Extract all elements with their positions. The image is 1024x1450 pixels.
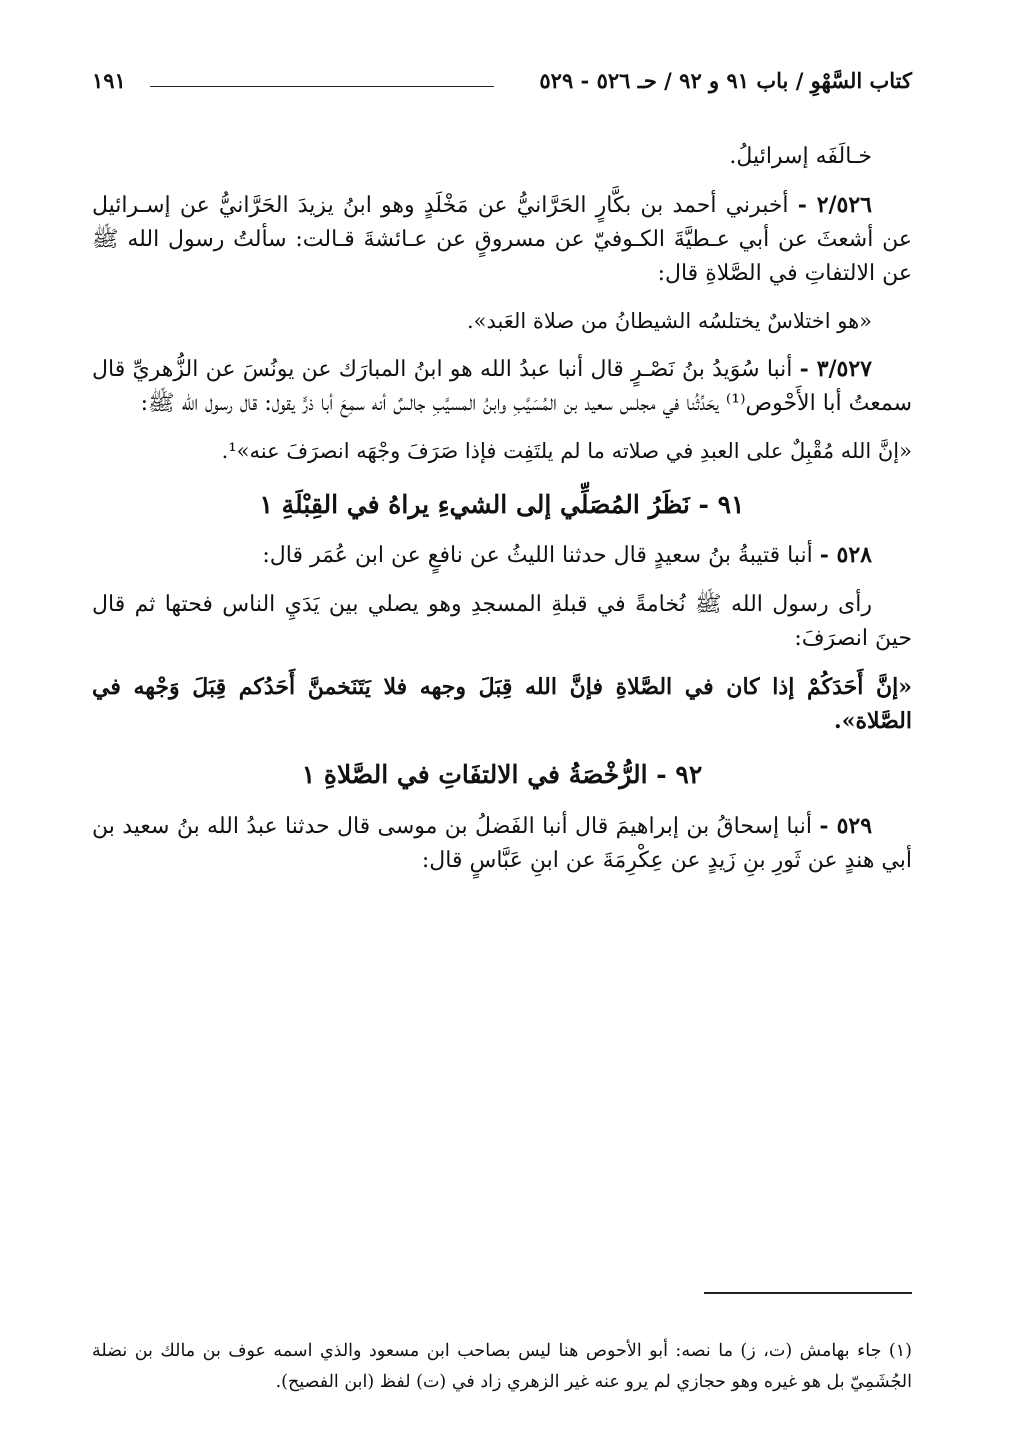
footnote: (١) جاء بهامش (ت، ز) ما نصه: أبو الأحوص هنا ليس بصاحب ابن مسعود والذي اسمه عوف بن مالك بن نضلة الجُشَمِيّ بل هو غيره وهو حجازي لم يرو عنه غير الزهري زاد في (ت) لفظ (ابن الفصيح). — [92, 1340, 912, 1392]
hadith-text: أنبا إسحاقُ بن إبراهيمَ قال أنبا الفَضلُ بن موسى قال حدثنا عبدُ الله بنُ سعيد بن أبي هندٍ عن ثَورِ بنِ زَيدٍ عن عِكْرِمَةَ عن ابنِ عَبَّاسٍ قال: — [92, 813, 912, 873]
main-text — [92, 140, 912, 892]
hadith-527-quote: «إنَّ الله مُقْبِلٌ على العبدِ في صلاته ما لم يلتَفِت فإذا صَرَفَ وجْهَه انصرَفَ عنه»¹. — [221, 439, 912, 464]
hadith-528 — [92, 538, 912, 573]
section-heading-91: ٩١ - نَظَرُ المُصَلِّي إلى الشيءِ يراهُ في القِبْلَةِ ١ — [259, 489, 745, 519]
hadith-text: أنبا سُوَيدُ بنُ نَصْـرٍ قال أنبا عبدُ الله هو ابنُ المبارَك عن يونُسَ عن الزُّهريِّ قال سمعتُ أبا الأَحْوص⁽¹⁾ يحَدِّثُنا في مجلس سعيد بن المُسَيَّبِ وابنُ المسيَّبِ جالسٌ أنه سمِعَ أبا ذرٍّ يقول: قال رسول الله ﷺ: — [92, 356, 912, 417]
hadith-527 — [92, 352, 912, 421]
hadith-529 — [92, 809, 912, 878]
hadith-528-body: رأى رسول الله ﷺ نُخامةً في قبلةِ المسجدِ وهو يصلي بين يَدَيِ الناس فحتها ثم قال حينَ انصرَفَ: — [92, 591, 912, 651]
hadith-text: أنبا قتيبةُ بنُ سعيدٍ قال حدثنا الليثُ عن نافعٍ عن ابن عُمَر قال: — [262, 543, 813, 569]
footnote-rule — [704, 1292, 912, 1294]
header-rule — [150, 86, 494, 87]
hadith-number: ٥٢٨ - — [819, 542, 872, 569]
page-number: ١٩١ — [92, 68, 126, 93]
hadith-number: ٣/٥٢٧ - — [799, 355, 872, 382]
page — [92, 0, 912, 1450]
hadith-text: أخبرني أحمد بن بكَّارٍ الحَرَّانيُّ عن مَخْلَدٍ وهو ابنُ يزيدَ الحَرَّانيُّ عن إسـرائيل عن أشعثَ عن أبي عـطيَّةَ الكـوفيّ عن مسروقٍ عن عـائشةَ قـالت: سألتُ رسول الله ﷺ عن الالتفاتِ في الصَّلاةِ قال: — [92, 193, 912, 287]
hadith-526-quote: «هو اختلاسٌ يختلسُه الشيطانُ من صلاة العَبد». — [466, 309, 872, 334]
hadith-number: ٥٢٩ - — [819, 812, 873, 839]
paragraph-opening: خـالَفَه إسرائيلُ. — [729, 144, 872, 169]
hadith-526 — [92, 188, 912, 291]
section-heading-92: ٩٢ - الرُّخْصَةُ في الالتفَاتِ في الصَّلاةِ ١ — [301, 759, 703, 789]
running-header — [92, 62, 912, 102]
hadith-528-quote: «إنَّ أَحَدَكُمْ إذا كان في الصَّلاةِ فإنَّ الله قِبَلَ وجهه فلا يَتَنَخمنَّ أَحَدُكم قِبَلَ وَجْهه في الصَّلاة». — [92, 673, 912, 734]
hadith-number: ٢/٥٢٦ - — [797, 192, 872, 219]
header-title: كتاب السَّهْوِ / باب ٩١ و ٩٢ / حـ ٥٢٦ - ٥٢٩ — [539, 68, 912, 93]
